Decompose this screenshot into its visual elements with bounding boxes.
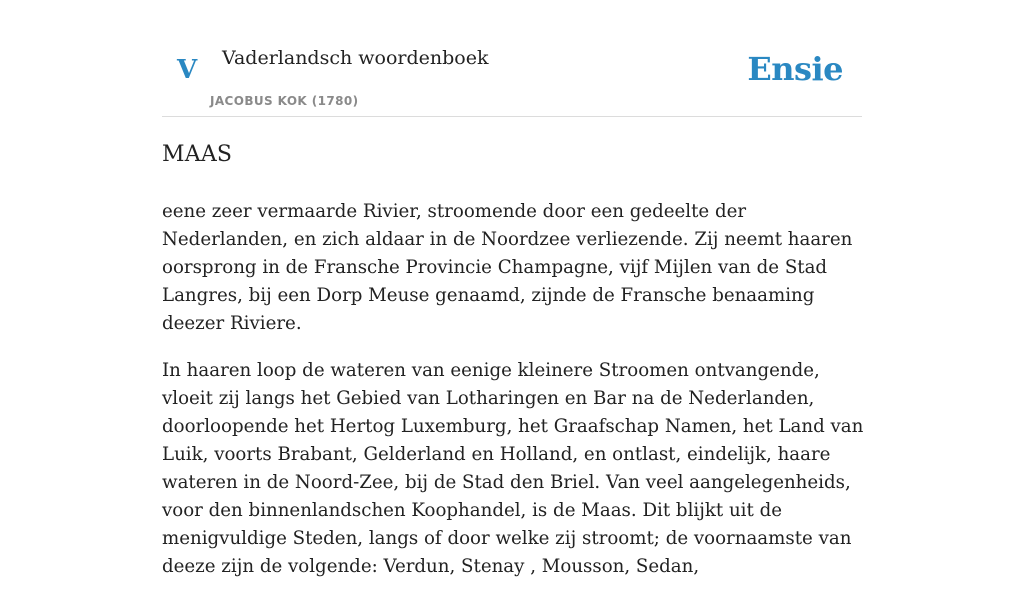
entry-paragraph-1: eene zeer vermaarde Rivier, stroomende door een gedeelte der Nederlanden, en zich aldaar in de Noordzee verliezende. Zij neemt haaren oorsprong in de Fransche Provincie Champagne, vijf Mijlen van de Stad Langres, bij een Dorp Meuse genaamd, zijnde de Fransche benaaming deezer Riviere. (162, 201, 853, 334)
ensie-logo[interactable]: Ensie (747, 50, 843, 88)
book-header (162, 0, 862, 117)
entry-paragraph-2: In haaren loop de wateren van eenige kleinere Stroomen ontvangende, vloeit zij langs het Gebied van Lotharingen en Bar na de Nederlanden, doorloopende het Hertog Luxemburg, het Graafschap Namen, het Land van Luik, voorts Brabant, Gelderland en Holland, en ontlast, eindelijk, haare wateren in de Noord-Zee, bij de Stad den Briel. Van veel aangelegenheids, voor den binnenlandschen Koophandel, is de Maas. Dit blijkt uit de menigvuldige Steden, langs of door welke zij stroomt; de voornaamste van deeze zijn de volgende: Verdun, Stenay , Mousson, Sedan, (162, 360, 864, 577)
book-author: JACOBUS KOK (1780) (210, 94, 359, 108)
dictionary-entry (162, 138, 868, 600)
entry-title: MAAS (162, 142, 233, 167)
book-initial-link[interactable]: V (177, 55, 198, 85)
book-title-link[interactable]: Vaderlandsch woordenboek (222, 47, 489, 69)
